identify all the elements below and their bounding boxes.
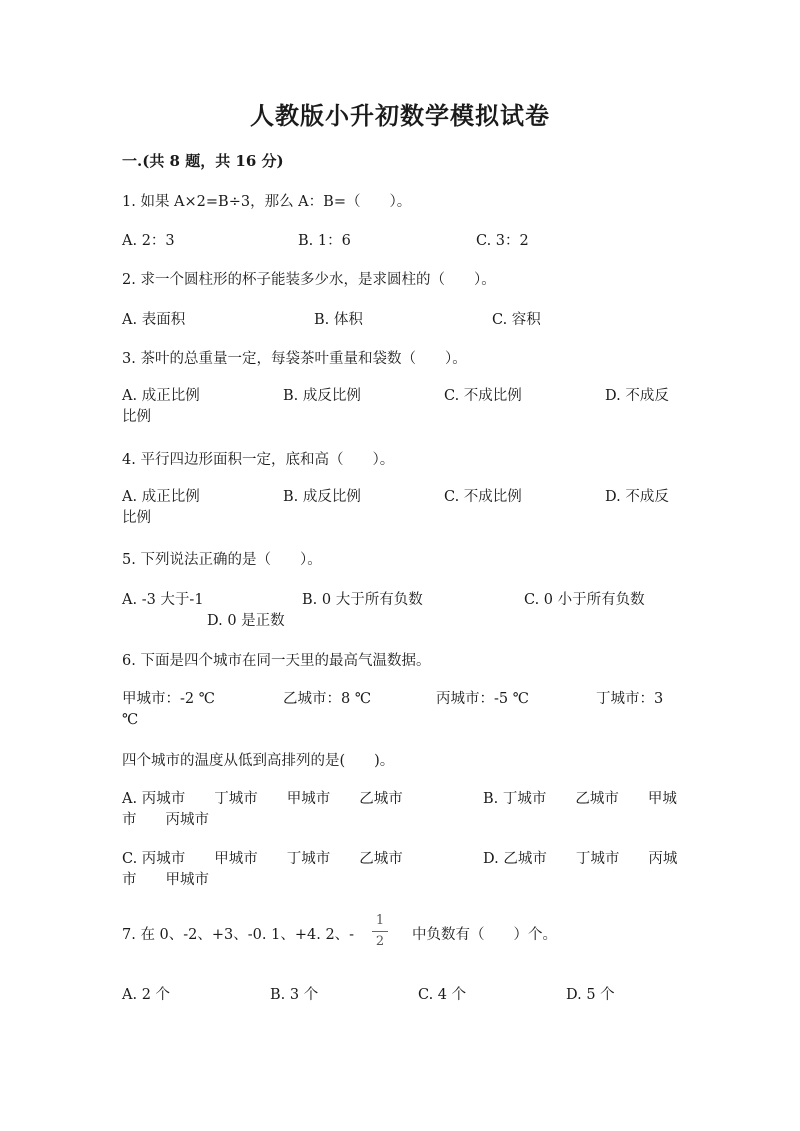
question-7-stem-b: 中负数有（ ）个。 (412, 927, 557, 943)
fraction-denominator: 2 (375, 934, 385, 949)
question-3-option-d: D. 不成反比例 (122, 388, 669, 425)
question-1-option-c: C. 3：2 (476, 233, 529, 249)
fraction-one-half (372, 913, 388, 950)
question-6-option-a: A. 丙城市 丁城市 甲城市 乙城市 (122, 791, 403, 807)
question-6-sub: 四个城市的温度从低到高排列的是( )。 (122, 753, 395, 769)
question-2-option-b: B. 体积 (314, 312, 363, 328)
question-5-option-b: B. 0 大于所有负数 (302, 592, 423, 608)
question-5-stem: 5. 下列说法正确的是（ ）。 (122, 552, 322, 568)
question-2-stem: 2. 求一个圆柱形的杯子能装多少水，是求圆柱的（ ）。 (122, 272, 496, 288)
question-2-option-a: A. 表面积 (122, 312, 186, 328)
question-4-stem: 4. 平行四边形面积一定，底和高（ ）。 (122, 452, 395, 468)
question-2-option-c: C. 容积 (492, 312, 541, 328)
question-7-option-c: C. 4 个 (418, 987, 467, 1003)
question-6-options-ab (122, 789, 682, 831)
question-7-stem-a: 7. 在 0、-2、+3、-0. 1、+4. 2、- (122, 927, 355, 943)
question-6-temps (122, 689, 682, 731)
question-5-option-c: C. 0 小于所有负数 (524, 592, 645, 608)
question-1-option-b: B. 1：6 (298, 233, 351, 249)
question-6-options-cd (122, 849, 682, 891)
question-3-options (122, 386, 682, 428)
question-1-option-a: A. 2：3 (122, 233, 175, 249)
question-5-option-a: A. -3 大于-1 (122, 592, 204, 608)
question-3-option-b: B. 成反比例 (283, 388, 361, 404)
question-4-option-d: D. 不成反比例 (122, 489, 669, 526)
question-5-option-d: D. 0 是正数 (207, 613, 285, 629)
temp-bing: 丙城市：-5 ℃ (436, 691, 529, 707)
section-heading: 一.(共 8 题，共 16 分) (122, 152, 284, 170)
fraction-bar (372, 931, 388, 932)
page-title: 人教版小升初数学模拟试卷 (250, 101, 550, 130)
question-4-option-b: B. 成反比例 (283, 489, 361, 505)
temp-yi: 乙城市：8 ℃ (283, 691, 372, 707)
question-3-option-a: A. 成正比例 (122, 388, 200, 404)
question-3-option-c: C. 不成比例 (444, 388, 522, 404)
temp-ding: 丁城市：3 ℃ (122, 691, 664, 728)
question-7-option-a: A. 2 个 (122, 987, 171, 1003)
question-7-option-d: D. 5 个 (566, 987, 615, 1003)
question-7-option-b: B. 3 个 (270, 987, 319, 1003)
question-1-stem: 1. 如果 A×2=B÷3，那么 A：B=（ ）。 (122, 194, 412, 210)
question-6-option-d: D. 乙城市 丁城市 丙城市 甲城市 (122, 851, 678, 888)
question-4-option-c: C. 不成比例 (444, 489, 522, 505)
question-4-option-a: A. 成正比例 (122, 489, 200, 505)
question-6-option-c: C. 丙城市 甲城市 丁城市 乙城市 (122, 851, 403, 867)
question-3-stem: 3. 茶叶的总重量一定，每袋茶叶重量和袋数（ ）。 (122, 351, 467, 367)
temp-jia: 甲城市：-2 ℃ (122, 691, 215, 707)
fraction-numerator: 1 (375, 913, 385, 928)
question-4-options (122, 487, 682, 529)
question-6-stem: 6. 下面是四个城市在同一天里的最高气温数据。 (122, 653, 431, 669)
question-6-option-b: B. 丁城市 乙城市 甲城市 丙城市 (122, 791, 677, 828)
